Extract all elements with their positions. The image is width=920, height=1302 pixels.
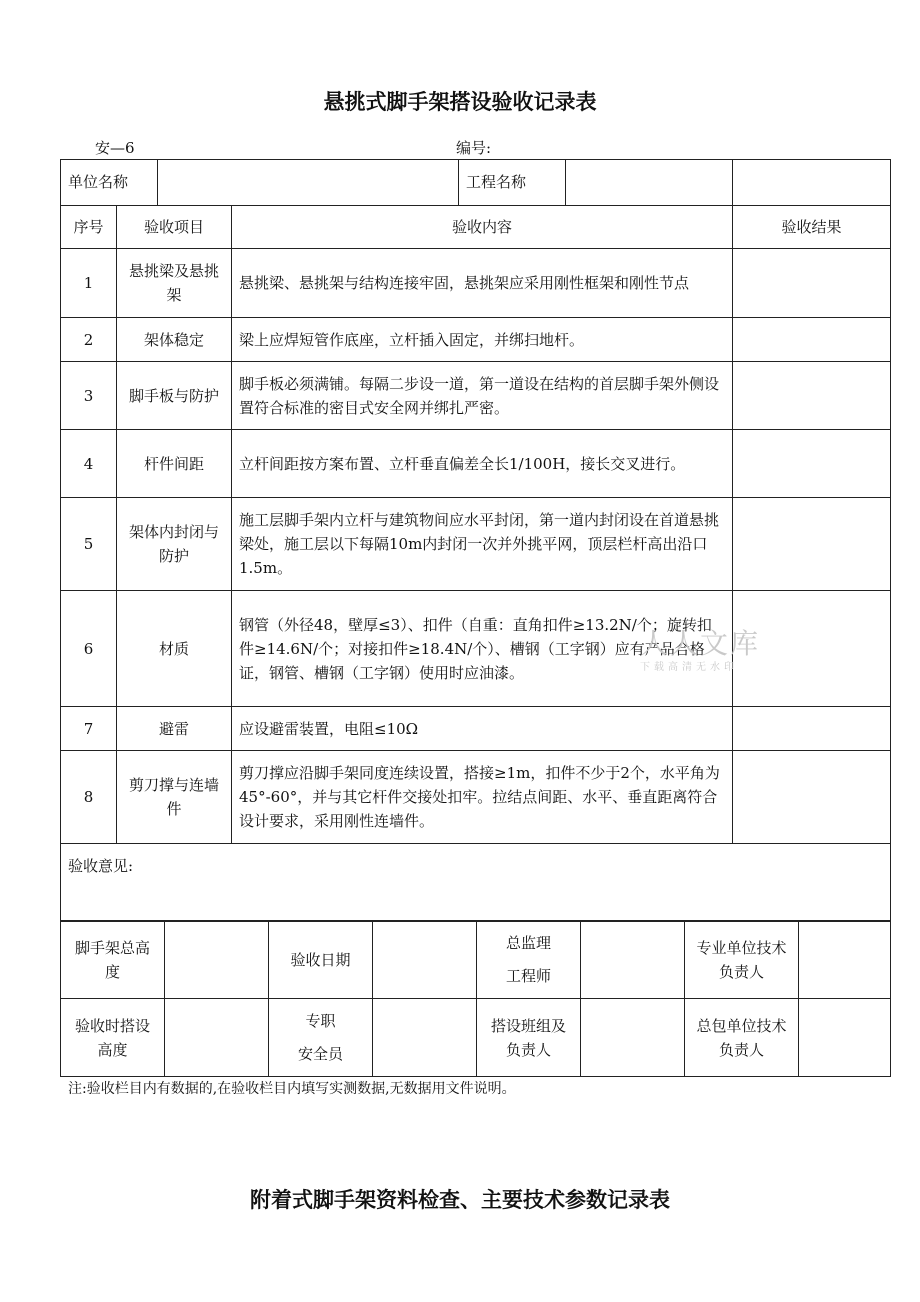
row-item: 悬挑梁及悬挑架	[117, 249, 232, 318]
watermark-subtext: 下载高清无水印	[640, 662, 738, 673]
row-item: 架体内封闭与防护	[117, 498, 232, 591]
row-result[interactable]	[733, 707, 891, 751]
chief-supervisor-line2: 工程师	[505, 966, 551, 985]
row-item: 材质	[117, 591, 232, 707]
safety-officer-line2: 安全员	[297, 1044, 343, 1063]
row-content: 梁上应焊短管作底座，立杆插入固定，并绑扫地杆。	[232, 318, 733, 362]
tech-lead-field[interactable]	[799, 921, 891, 999]
accept-date-label: 验收日期	[269, 921, 373, 999]
table-row	[61, 362, 891, 430]
row-result[interactable]	[733, 430, 891, 498]
row-no: 5	[61, 498, 117, 591]
row-result[interactable]	[733, 249, 891, 318]
row-content: 应设避雷装置，电阻≤10Ω	[232, 707, 733, 751]
header-item: 验收项目	[117, 206, 232, 249]
row-result[interactable]	[733, 362, 891, 430]
gc-tech-lead-field[interactable]	[799, 999, 891, 1077]
crew-lead-field[interactable]	[581, 999, 685, 1077]
table-row	[61, 591, 891, 707]
form-code: 安—6	[95, 139, 135, 157]
table-row	[61, 707, 891, 751]
row-item: 杆件间距	[117, 430, 232, 498]
row-item: 架体稳定	[117, 318, 232, 362]
watermark-text: 人人文库	[640, 627, 761, 660]
footnote: 注:验收栏目内有数据的,在验收栏目内填写实测数据,无数据用文件说明。	[68, 1081, 516, 1097]
chief-supervisor-label	[477, 921, 581, 999]
project-name-field-ext[interactable]	[733, 160, 891, 206]
row-content: 立杆间距按方案布置、立杆垂直偏差全长1/100H，接长交叉进行。	[232, 430, 733, 498]
project-name-field[interactable]	[566, 160, 732, 205]
table-row	[61, 430, 891, 498]
row-no: 8	[61, 751, 117, 844]
unit-name-label: 单位名称	[61, 160, 158, 205]
row-no: 7	[61, 707, 117, 751]
header-no: 序号	[61, 206, 117, 249]
row-content: 脚手板必须满铺。每隔二步设一道，第一道设在结构的首层脚手架外侧设置符合标准的密目式安全网并绑扎严密。	[232, 362, 733, 430]
opinion-field[interactable]	[61, 844, 891, 922]
row-no: 6	[61, 591, 117, 707]
build-height-label: 验收时搭设高度	[61, 999, 165, 1077]
signature-table	[60, 920, 891, 1077]
total-height-field[interactable]	[165, 921, 269, 999]
header-result: 验收结果	[733, 206, 891, 249]
opinion-label: 验收意见:	[68, 857, 134, 875]
row-no: 1	[61, 249, 117, 318]
chief-supervisor-field[interactable]	[581, 921, 685, 999]
project-name-label: 工程名称	[459, 160, 566, 205]
row-result[interactable]	[733, 591, 891, 707]
table-row	[61, 751, 891, 844]
safety-officer-line1: 专职	[305, 1011, 336, 1030]
gc-tech-lead-label: 总包单位技术负责人	[685, 999, 799, 1077]
next-section-title: 附着式脚手架资料检查、主要技术参数记录表	[250, 1187, 670, 1212]
tech-lead-label: 专业单位技术负责人	[685, 921, 799, 999]
row-no: 4	[61, 430, 117, 498]
opinion-row	[61, 844, 891, 922]
build-height-field[interactable]	[165, 999, 269, 1077]
total-height-label: 脚手架总高度	[61, 921, 165, 999]
header-content: 验收内容	[232, 206, 733, 249]
row-content: 悬挑梁、悬挑架与结构连接牢固，悬挑架应采用刚性框架和刚性节点	[232, 249, 733, 318]
row-content: 钢管（外径48，壁厚≤3）、扣件（自重：直角扣件≥13.2N/个；旋转扣件≥14.6N/个；对接扣件≥18.4N/个）、槽钢（工字钢）应有产品合格证，钢管、槽钢（工字钢）使用时应油漆。	[232, 591, 733, 707]
table-row	[61, 498, 891, 591]
row-item: 剪刀撑与连墙件	[117, 751, 232, 844]
acceptance-table	[60, 159, 891, 922]
row-no: 2	[61, 318, 117, 362]
chief-supervisor-line1: 总监理	[505, 933, 551, 952]
page-title: 悬挑式脚手架搭设验收记录表	[323, 89, 597, 114]
row-result[interactable]	[733, 498, 891, 591]
header-row	[61, 206, 891, 249]
accept-date-field[interactable]	[373, 921, 477, 999]
safety-officer-field[interactable]	[373, 999, 477, 1077]
row-result[interactable]	[733, 751, 891, 844]
row-item: 避雷	[117, 707, 232, 751]
row-content: 剪刀撑应沿脚手架同度连续设置，搭接≥1m，扣件不少于2个，水平角为45°-60°，并与其它杆件交接处扣牢。拉结点间距、水平、垂直距离符合设计要求，采用刚性连墙件。	[232, 751, 733, 844]
table-row	[61, 318, 891, 362]
crew-lead-label: 搭设班组及负责人	[477, 999, 581, 1077]
row-result[interactable]	[733, 318, 891, 362]
table-row	[61, 249, 891, 318]
row-content: 施工层脚手架内立杆与建筑物间应水平封闭，第一道内封闭设在首道悬挑梁处，施工层以下每隔10m内封闭一次并外挑平网，顶层栏杆高出沿口1.5m。	[232, 498, 733, 591]
row-no: 3	[61, 362, 117, 430]
unit-name-field[interactable]	[158, 160, 459, 205]
safety-officer-label	[269, 999, 373, 1077]
serial-number-label: 编号:	[456, 139, 492, 157]
row-item: 脚手板与防护	[117, 362, 232, 430]
